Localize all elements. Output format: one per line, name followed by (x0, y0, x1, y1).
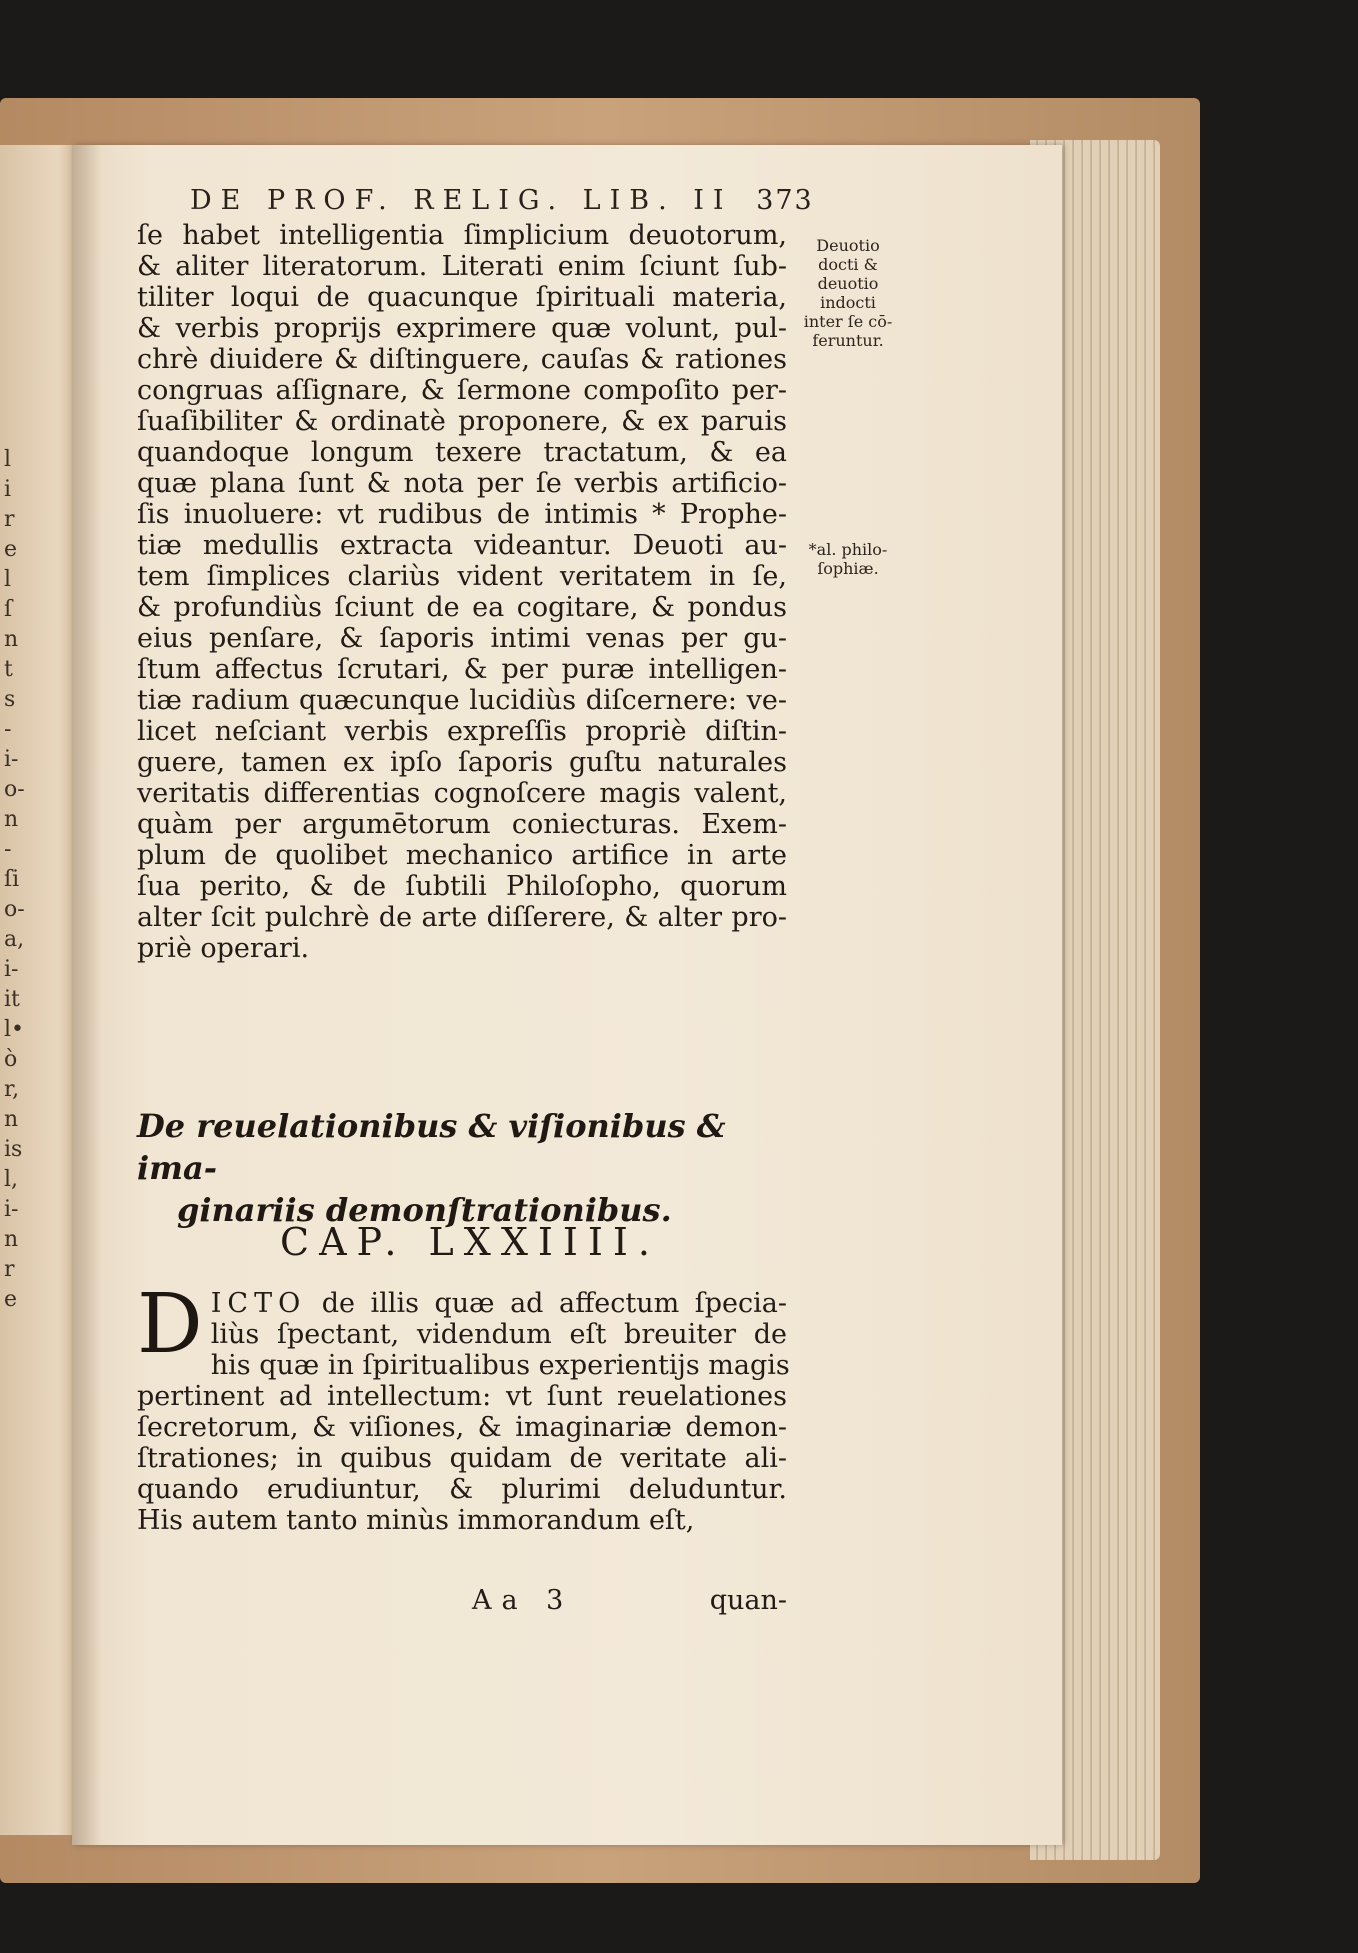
margin-note-line: ſophiæ. (817, 559, 879, 578)
chapter-first-word: ICTO (210, 1288, 307, 1319)
text-line: ſuaſibiliter & ordinatè proponere, & ex paruis (137, 406, 787, 437)
page-number: 373 (756, 185, 814, 216)
text-line: alter ſcit pulchrè de arte diſſerere, & alter pro- (137, 902, 787, 933)
text-line: eius penſare, & ſaporis intimi venas per gu- (137, 623, 787, 654)
left-page-fragment: e (4, 537, 18, 562)
margin-note-line: *al. philo- (808, 540, 888, 559)
margin-note-line: indocti (820, 293, 876, 312)
margin-note-line: docti & (818, 255, 878, 274)
left-page-fragment: - (4, 717, 12, 742)
text-line: congruas aſſignare, & ſermone compoſito per- (137, 375, 787, 406)
left-page-fragment: - (4, 837, 12, 862)
left-page-fragment: it (4, 987, 20, 1012)
chapter-text-line: his quæ in ſpiritualibus experientijs magis (210, 1350, 790, 1381)
chapter-text-line-content: de illis quæ ad affectum ſpecia- (306, 1288, 787, 1319)
left-page-fragment: ſ (4, 597, 13, 622)
text-line: chrè diuidere & diſtinguere, cauſas & rationes (137, 344, 787, 375)
left-page-fragment: ò (4, 1047, 18, 1072)
text-line: quæ plana ſunt & nota per ſe verbis artificio- (137, 468, 787, 499)
text-line: & profundiùs ſciunt de ea cogitare, & pondus (137, 592, 787, 623)
gutter-shadow (72, 145, 102, 1845)
left-page-fragment: n (4, 807, 19, 832)
left-page-fragment: r, (4, 1077, 20, 1102)
chapter-text (137, 1277, 790, 1536)
chapter-text-line: His autem tanto minùs immorandum eſt, (137, 1505, 695, 1536)
left-page-fragment: a, (4, 927, 25, 952)
chapter-text-line (137, 1288, 787, 1319)
text-line: tem ſimplices clariùs vident veritatem in ſe, (137, 561, 787, 592)
section-heading (137, 1105, 787, 1231)
text-line: quandoque longum texere tractatum, & ea (137, 437, 787, 468)
text-line: veritatis differentias cognoſcere magis valent, (137, 778, 787, 809)
margin-note-philosophiae (793, 540, 903, 578)
running-head-title: DE PROF. RELIG. LIB. II (190, 185, 733, 216)
drop-cap: D (137, 1277, 203, 1372)
chapter-text-line: liùs ſpectant, videndum eſt breuiter de (210, 1319, 787, 1350)
left-page-fragment: s (4, 687, 16, 712)
left-page-fragment: r (4, 1257, 15, 1282)
left-page-fragment: e (4, 1287, 18, 1312)
left-page-fragment: o- (4, 897, 25, 922)
left-page-fragment: l, (4, 1167, 19, 1192)
left-page-fragment: n (4, 627, 19, 652)
margin-note-line: deuotio (817, 274, 879, 293)
left-page-fragment: l (4, 447, 12, 472)
left-page-fragment: i- (4, 747, 19, 772)
left-page-fragment: l (4, 567, 12, 592)
left-page-fragment: i- (4, 1197, 19, 1222)
margin-note-line: feruntur. (812, 331, 884, 350)
chapter-text-line: ſtrationes; in quibus quidam de veritate ali- (137, 1443, 787, 1474)
left-page-fragment: t (4, 657, 13, 682)
signature-mark: Aa 3 (472, 1585, 574, 1616)
chapter-text-line: pertinent ad intellectum: vt ſunt reuelationes (137, 1381, 787, 1412)
left-page-fragment: n (4, 1107, 19, 1132)
text-line: tiliter loqui de quacunque ſpirituali materia, (137, 282, 787, 313)
catchword: quan- (709, 1585, 787, 1616)
text-line: licet neſciant verbis expreſſis propriè diſtin- (137, 716, 787, 747)
left-page-text-fragments (4, 445, 44, 1315)
margin-note-deuotio (793, 236, 903, 350)
chapter-lines (137, 1277, 790, 1536)
left-page-fragment: ſi (4, 867, 20, 892)
body-text (137, 220, 787, 964)
chapter-text-line: quando erudiuntur, & plurimi deluduntur. (137, 1474, 787, 1505)
margin-note-line: inter ſe cō- (803, 312, 893, 331)
left-page-fragment: o- (4, 777, 25, 802)
left-page-fragment: l• (4, 1017, 25, 1042)
text-line: ſua perito, & de ſubtili Philoſopho, quorum (137, 871, 787, 902)
chapter-text-line: ſecretorum, & viſiones, & imaginariæ demon- (137, 1412, 787, 1443)
text-line: ſe habet intelligentia ſimplicium deuotorum, (137, 220, 787, 251)
left-page-fragment: r (4, 507, 15, 532)
left-page-fragment: is (4, 1137, 23, 1162)
margin-note-line: Deuotio (816, 236, 880, 255)
left-page-fragment: i (4, 477, 12, 502)
text-line: quàm per argumētorum coniecturas. Exem- (137, 809, 787, 840)
chapter-label: CAP. LXXIIII. (280, 1220, 661, 1264)
left-page-fragment: i- (4, 957, 19, 982)
text-line: guere, tamen ex ipſo ſaporis guſtu naturales (137, 747, 787, 778)
section-heading-line-2: ginariis demonſtrationibus. (177, 1191, 672, 1229)
left-page-edge (0, 145, 82, 1835)
text-line: tiæ medullis extracta videantur. Deuoti au- (137, 530, 787, 561)
text-line: ſis inuoluere: vt rudibus de intimis * Prophe- (137, 499, 787, 530)
text-line: & aliter literatorum. Literati enim ſciunt ſub- (137, 251, 787, 282)
text-line: & verbis proprijs exprimere quæ volunt, pul- (137, 313, 787, 344)
text-line: priè operari. (137, 933, 310, 964)
running-head (190, 185, 814, 216)
text-line: ſtum affectus ſcrutari, & per puræ intelligen- (137, 654, 787, 685)
text-line: plum de quolibet mechanico artifice in arte (137, 840, 787, 871)
text-line: tiæ radium quæcunque lucidiùs diſcernere: ve- (137, 685, 787, 716)
left-page-fragment: n (4, 1227, 19, 1252)
section-heading-line-1: De reuelationibus & viſionibus & ima- (137, 1107, 726, 1187)
